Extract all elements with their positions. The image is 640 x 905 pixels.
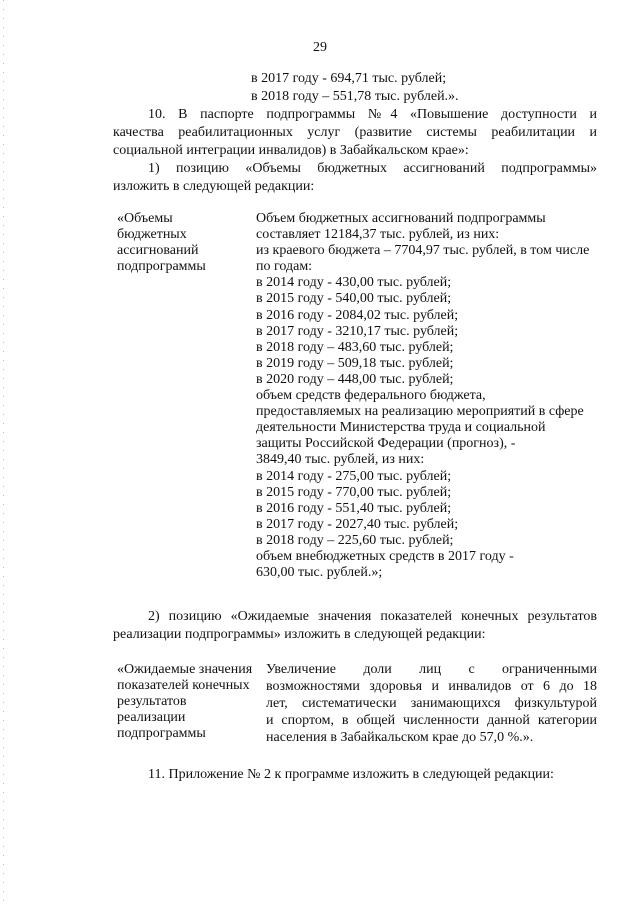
table2-left-cell [117,662,257,742]
table1-right-line: 3849,40 тыс. рублей, из них: [256,452,425,468]
table2-left-line: результатов [117,694,187,710]
item10-line3: социальной интеграции инвалидов) в Забайкальском крае»: [113,143,469,158]
table1-left-line: «Объемы [117,211,173,226]
table1-right-line: в 2017 году - 2027,40 тыс. рублей; [256,516,459,532]
table1-right-line: защиты Российской Федерации (прогноз), - [256,436,516,452]
table1-right-line: в 2020 году – 448,00 тыс. рублей; [256,371,454,387]
intro-line-2018: в 2018 году – 551,78 тыс. рублей.». [251,89,459,104]
item11-line: 11. Приложение № 2 к программе изложить в следующей редакции: [148,767,554,782]
table2-left-line: подпрограммы [117,726,206,742]
table1-right-line: в 2014 году - 275,00 тыс. рублей; [256,468,452,484]
table2-right-line5: населения в Забайкальском крае до 57,0 %.». [266,730,534,745]
table1-right-line: 630,00 тыс. рублей.»; [256,565,383,581]
sub2-line1: 2) позицию «Ожидаемые значения показателей конечных результатов [148,609,597,624]
sub1-line1: 1) позицию «Объемы бюджетных ассигнований подпрограммы» [148,161,597,176]
table1-right-line: в 2018 году – 483,60 тыс. рублей; [256,339,454,355]
table1-right-line: предоставляемых на реализацию мероприятий в сфере [256,404,584,420]
sub1-line2: изложить в следующей редакции: [113,179,315,194]
table1-right-line: из краевого бюджета – 7704,97 тыс. рублей, в том числе [256,243,590,259]
table1-right-line: в 2014 году - 430,00 тыс. рублей; [256,275,452,291]
table1-right-line: объем внебюджетных средств в 2017 году - [256,548,514,564]
table1-right-line: составляет 12184,37 тыс. рублей, из них: [256,227,500,243]
table1-right-line: в 2015 году - 540,00 тыс. рублей; [256,291,452,307]
table1-right-line: по годам: [256,259,313,275]
page-number: 29 [313,40,327,55]
table1-left-line: подпрограммы [117,259,206,275]
intro-line-2017: в 2017 году - 694,71 тыс. рублей; [251,71,447,86]
table1-right-line: в 2015 году - 770,00 тыс. рублей; [256,484,452,500]
table1-right-line: деятельности Министерства труда и социальной [256,420,546,436]
item10-line1: 10. В паспорте подпрограммы №4 «Повышение доступности и [148,107,597,122]
table2-left-line: реализации [117,710,186,726]
table1-right-cell [256,211,606,581]
table1-right-line: в 2016 году - 2084,02 тыс. рублей; [256,307,459,323]
table2-right-line1: Увеличение доли лиц с ограниченными [266,662,597,677]
table1-right-line: объем средств федерального бюджета, [256,388,486,404]
sub2-line2: реализации подпрограммы» изложить в следующей редакции: [113,627,486,642]
table1-right-line: Объем бюджетных ассигнований подпрограммы [256,211,546,226]
table2-right-line3: лет, систематически занимающихся физкультурой [266,696,597,711]
table1-right-line: в 2017 году - 3210,17 тыс. рублей; [256,323,459,339]
table1-left-cell [117,211,247,275]
table2-left-line: «Ожидаемые значения [117,662,253,677]
table1-right-line: в 2016 году - 551,40 тыс. рублей; [256,500,452,516]
table1-right-line: в 2018 году – 225,60 тыс. рублей; [256,532,454,548]
table2-right-line4: и спортом, в общей численности данной категории [266,713,597,728]
table2-right-line2: возможностями здоровья и инвалидов от 6 до 18 [266,679,597,694]
table2-left-line: показателей конечных [117,678,250,694]
table1-left-line: ассигнований [117,243,199,259]
table1-right-line: в 2019 году – 509,18 тыс. рублей; [256,355,454,371]
table1-left-line: бюджетных [117,227,187,243]
scan-edge-artifact [3,0,4,905]
item10-line2: качества реабилитационных услуг (развитие системы реабилитации и [113,125,597,140]
